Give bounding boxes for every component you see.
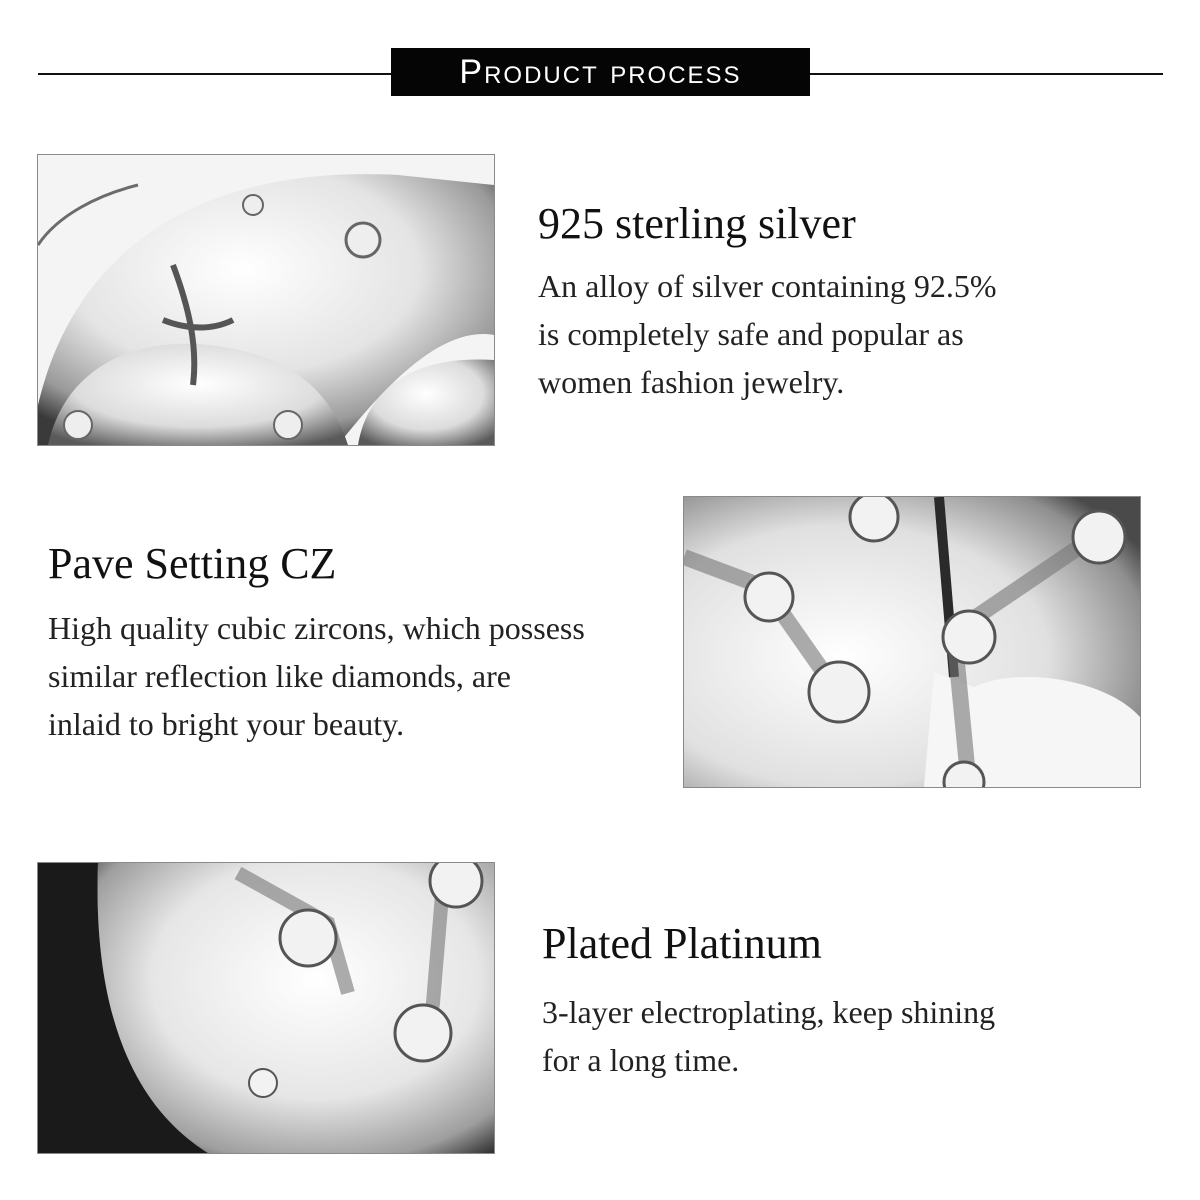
feature-plated-platinum xyxy=(542,918,1102,1084)
feature-line: is completely safe and popular as xyxy=(538,316,964,352)
feature-line: An alloy of silver containing 92.5% xyxy=(538,268,997,304)
silver-ring-photo-1 xyxy=(37,154,495,446)
ring-closeup-image xyxy=(38,155,494,445)
feature-title: Pave Setting CZ xyxy=(48,539,337,588)
header-rule-right xyxy=(810,73,1163,75)
feature-description xyxy=(542,988,1102,1084)
silver-ring-photo-2 xyxy=(683,496,1141,788)
feature-title: 925 sterling silver xyxy=(538,199,856,248)
section-banner xyxy=(391,48,810,96)
silver-ring-photo-3 xyxy=(37,862,495,1154)
feature-line: similar reflection like diamonds, are xyxy=(48,658,511,694)
feature-pave-setting xyxy=(48,538,668,748)
feature-line: for a long time. xyxy=(542,1042,740,1078)
section-title: Product process xyxy=(459,52,742,91)
feature-title: Plated Platinum xyxy=(542,919,822,968)
feature-line: 3-layer electroplating, keep shining xyxy=(542,994,996,1030)
header-rule-left xyxy=(38,73,391,75)
feature-sterling-silver xyxy=(538,198,1098,406)
ring-closeup-image xyxy=(684,497,1140,787)
feature-description xyxy=(48,604,668,748)
feature-line: women fashion jewelry. xyxy=(538,364,845,400)
feature-line: High quality cubic zircons, which possess xyxy=(48,610,585,646)
feature-line: inlaid to bright your beauty. xyxy=(48,706,405,742)
feature-description xyxy=(538,262,1098,406)
ring-closeup-image xyxy=(38,863,494,1153)
